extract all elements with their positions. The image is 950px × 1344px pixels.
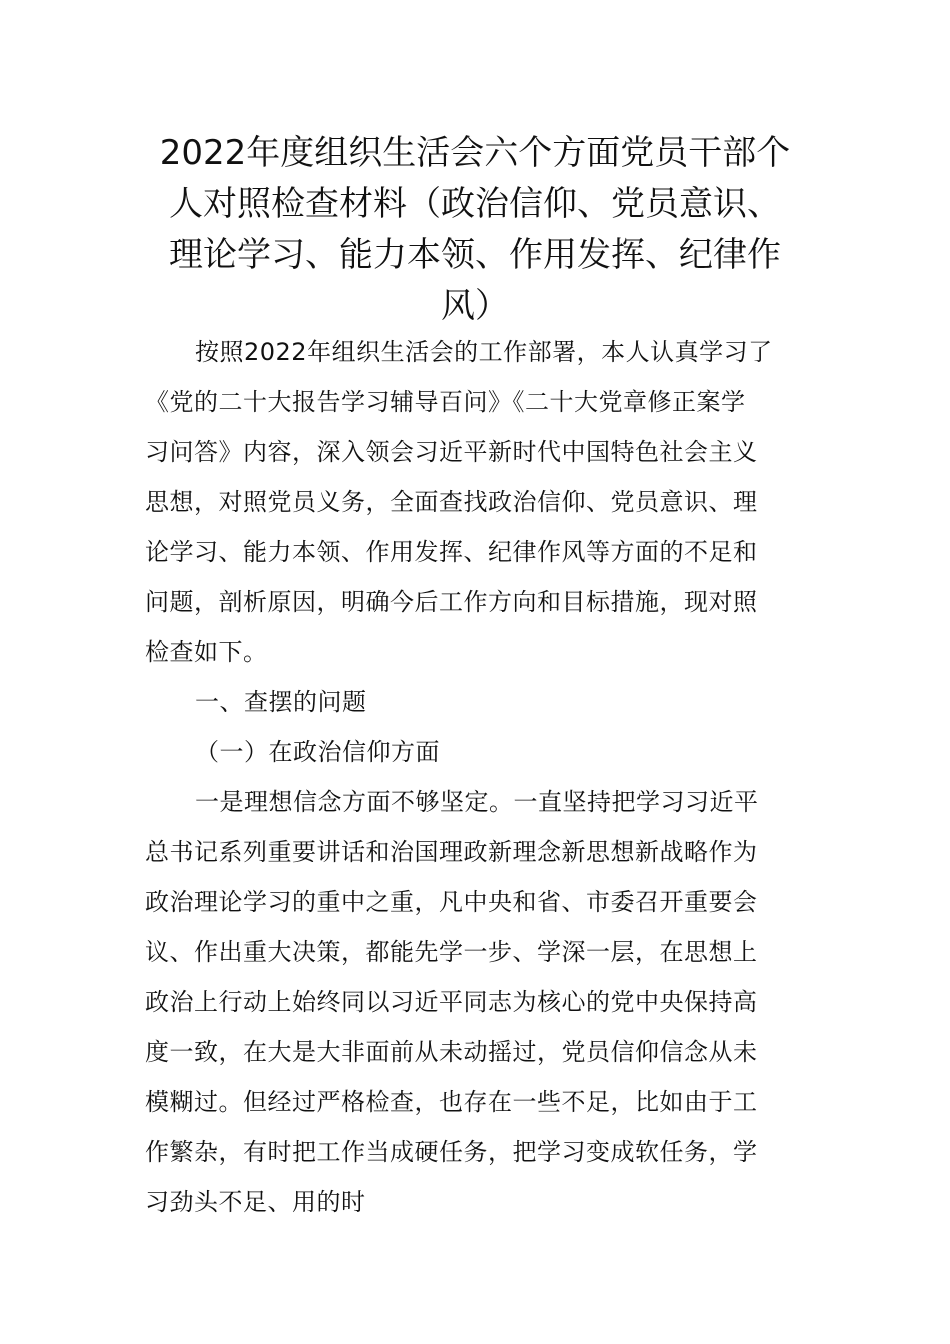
intro-line: 《党的二十大报告学习辅导百问》《二十大党章修正案学	[145, 388, 746, 416]
intro-line: 按照2022年组织生活会的工作部署，本人认真学习了	[195, 338, 773, 366]
point-line: 议、作出重大决策，都能先学一步、学深一层，在思想上	[145, 938, 758, 966]
point-line: 总书记系列重要讲话和治国理政新理念新思想新战略作为	[145, 838, 758, 866]
intro-line: 论学习、能力本领、作用发挥、纪律作风等方面的不足和	[145, 538, 758, 566]
point-line: 作繁杂，有时把工作当成硬任务，把学习变成软任务，学	[145, 1138, 758, 1166]
intro-line: 思想，对照党员义务，全面查找政治信仰、党员意识、理	[145, 488, 758, 516]
intro-line: 习问答》内容，深入领会习近平新时代中国特色社会主义	[145, 438, 758, 466]
point-line: 政治理论学习的重中之重，凡中央和省、市委召开重要会	[145, 888, 758, 916]
document-body	[145, 327, 807, 1227]
section-heading: 一、查摆的问题	[195, 688, 367, 716]
point-line: 政治上行动上始终同以习近平同志为核心的党中央保持高	[145, 988, 758, 1016]
title-line-1: 2022年度组织生活会六个方面党员干部个	[159, 133, 791, 173]
title-line-3: 理论学习、能力本领、作用发挥、纪律作	[169, 235, 781, 275]
point-line: 习劲头不足、用的时	[145, 1188, 366, 1216]
point-paragraph	[145, 777, 807, 1227]
document-title	[140, 128, 810, 332]
point-line: 一是理想信念方面不够坚定。一直坚持把学习习近平	[195, 788, 759, 816]
intro-paragraph	[145, 327, 807, 677]
title-line-4: 风）	[441, 286, 509, 326]
intro-line: 问题，剖析原因，明确今后工作方向和目标措施，现对照	[145, 588, 758, 616]
subsection-heading: （一）在政治信仰方面	[195, 738, 440, 766]
title-line-2: 人对照检查材料（政治信仰、党员意识、	[169, 184, 781, 224]
intro-line: 检查如下。	[145, 638, 268, 666]
point-line: 模糊过。但经过严格检查，也存在一些不足，比如由于工	[145, 1088, 758, 1116]
point-line: 度一致，在大是大非面前从未动摇过，党员信仰信念从未	[145, 1038, 758, 1066]
